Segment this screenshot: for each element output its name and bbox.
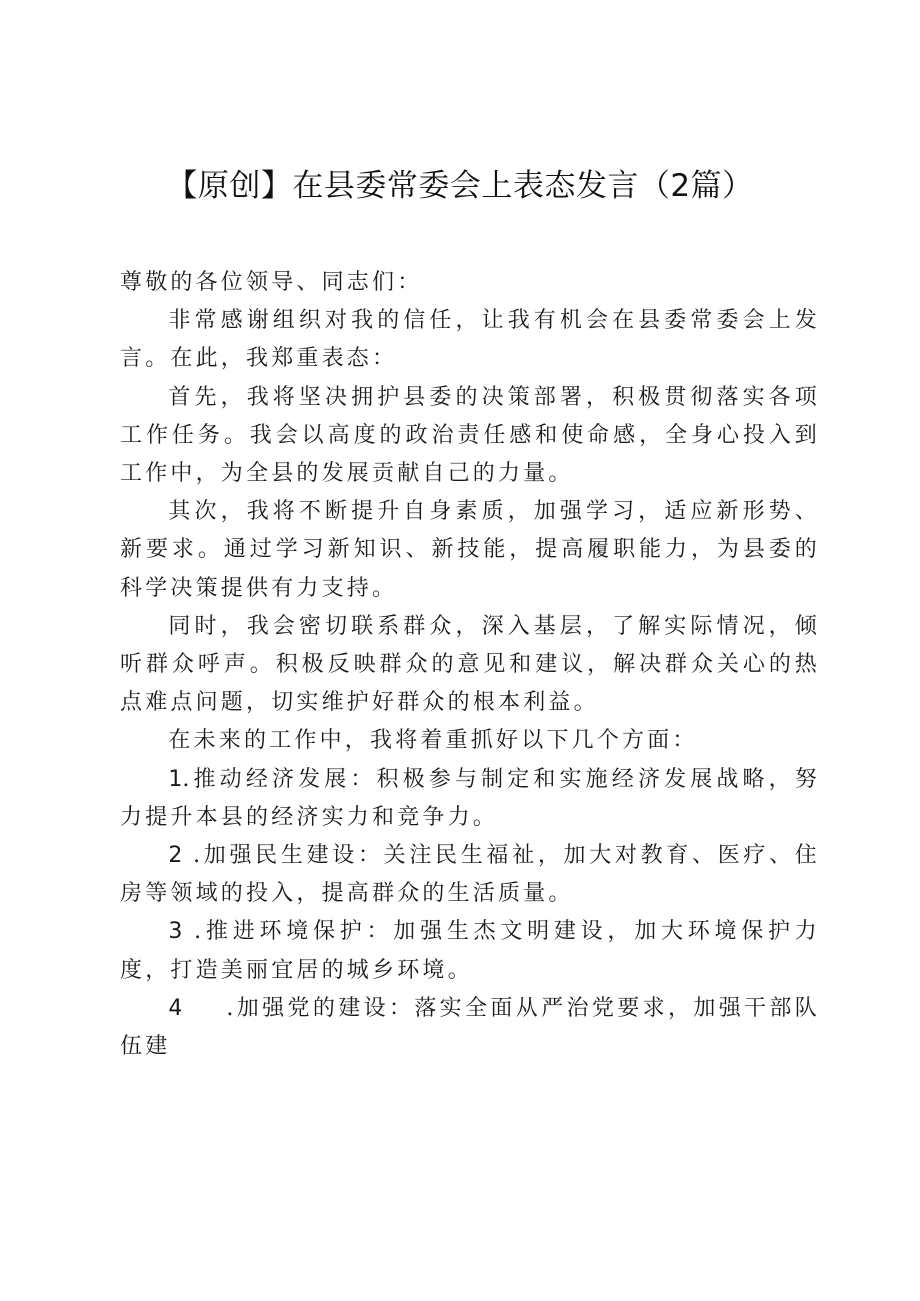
paragraph-second: 其次，我将不断提升自身素质，加强学习，适应新形势、新要求。通过学习新知识、新技能，提高履职能力，为县委的科学决策提供有力支持。	[120, 499, 820, 601]
list-item-2-number: 2	[168, 843, 183, 869]
paragraph-thanks: 非常感谢组织对我的信任，让我有机会在县委常委会上发言。在此，我郑重表态：	[120, 308, 820, 372]
list-item-1	[120, 761, 820, 837]
list-item-1-separator: .	[182, 766, 193, 792]
document-title: 【原创】在县委常委会上表态发言（2篇）	[166, 168, 754, 204]
list-item-4-number: 4	[168, 995, 183, 1021]
paragraph-meanwhile: 同时，我会密切联系群众，深入基层，了解实际情况，倾听群众呼声。积极反映群众的意见和建议，解决群众关心的热点难点问题，切实维护好群众的根本利益。	[120, 613, 820, 716]
list-item-3	[120, 913, 820, 989]
list-item-3-number: 3	[168, 919, 183, 945]
list-item-3-separator: .	[182, 919, 205, 945]
list-item-2	[120, 837, 820, 913]
paragraph-first: 首先，我将坚决拥护县委的决策部署，积极贯彻落实各项工作任务。我会以高度的政治责任感和使命感，全身心投入到工作中，为全县的发展贡献自己的力量。	[120, 384, 820, 487]
list-item-1-number: 1	[168, 766, 183, 792]
paragraph-future-intro: 在未来的工作中，我将着重抓好以下几个方面：	[168, 728, 698, 754]
salutation: 尊敬的各位领导、同志们：	[120, 270, 423, 295]
document-body	[120, 264, 820, 1066]
list-item-3-text: 推进环境保护：加强生杰文明建设，加大环境保护力度，打造美丽宜居的城乡环境。	[120, 919, 821, 983]
list-item-4-text: 加强党的建设：落实全面从严治党要求，加强干部队伍建	[120, 995, 820, 1060]
list-item-4-separator: .	[226, 995, 237, 1021]
list-item-2-text: 加强民生建设：关注民生福祉，加大对教育、医疗、住房等领域的投入，提高群众的生活质量。	[120, 843, 820, 907]
list-item-1-text: 推动经济发展：积极参与制定和实施经济发展战略，努力提升本县的经济实力和竞争力。	[120, 766, 820, 830]
list-item-2-separator: .	[182, 843, 204, 869]
list-item-4	[120, 990, 820, 1066]
